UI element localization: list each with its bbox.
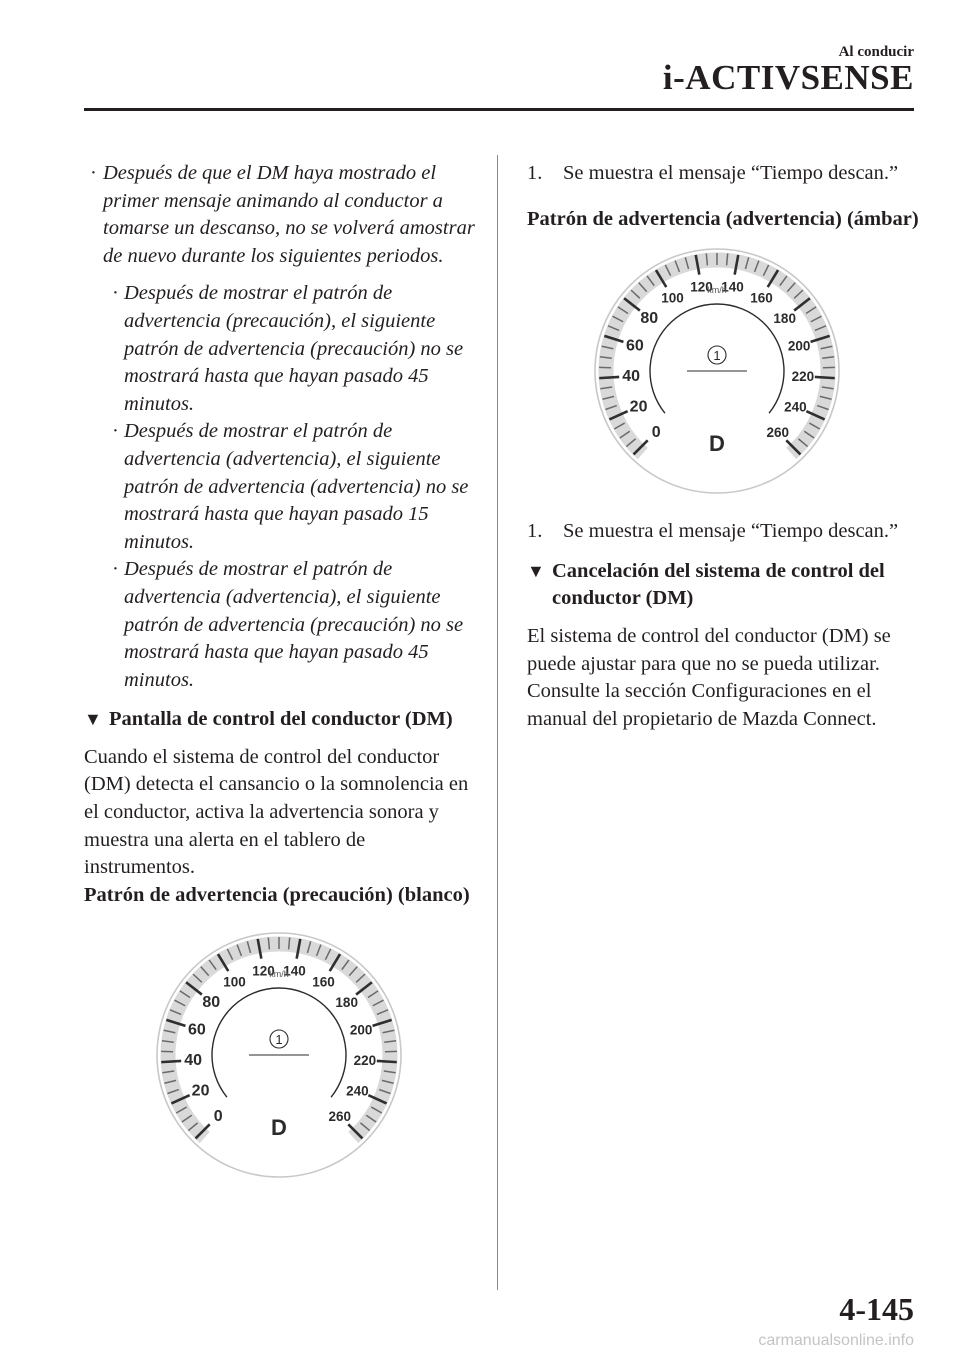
speed-label: 180 — [335, 995, 358, 1011]
right-column — [527, 160, 919, 733]
callout-number: 1 — [713, 348, 721, 364]
left-column — [84, 160, 476, 1192]
speed-label: 120 — [252, 963, 275, 979]
sub-bullet-2 — [84, 418, 476, 556]
speed-label: 260 — [328, 1109, 352, 1125]
triangle-down-icon: ▼ — [84, 709, 102, 730]
running-header-title: i-ACTIVSENSE — [662, 58, 914, 97]
speed-label: 200 — [349, 1022, 373, 1038]
speed-label: 180 — [773, 311, 796, 327]
speed-label: 160 — [750, 290, 773, 306]
speed-label: 0 — [651, 423, 661, 441]
bullet-dot: · — [112, 558, 119, 581]
speed-label: 60 — [625, 337, 644, 355]
cancel-paragraph-2: Consulte la sección Configuraciones en el manual del propietario de Mazda Connect. — [527, 680, 877, 730]
callout-number: 1 — [275, 1032, 283, 1048]
bullet-dot: · — [112, 420, 119, 443]
section-heading-text: Pantalla de control del conductor (DM) — [109, 708, 453, 731]
speed-label: 240 — [346, 1083, 369, 1099]
speed-unit-label: km/h — [269, 969, 289, 980]
speedometer-illustration-warning — [527, 243, 919, 503]
sub-bullet-text: Después de mostrar el patrón de advertencia (precaución), el siguiente patrón de advertencia (precaución) no se mostrará hasta que hayan pasado 45 minutos. — [124, 282, 464, 415]
watermark: carmanualsonline.info — [758, 1332, 914, 1349]
header-rule — [84, 108, 914, 111]
pattern-heading-warning: Patrón de advertencia (advertencia) (ámbar) — [527, 207, 919, 230]
section-heading-text: Cancelación del sistema de control del conductor (DM) — [552, 559, 885, 610]
speed-label: 40 — [622, 368, 641, 386]
section-heading-dm-cancel — [527, 558, 919, 613]
speed-label: 140 — [721, 279, 744, 295]
gear-indicator: D — [271, 1115, 287, 1141]
speed-label: 60 — [187, 1021, 206, 1039]
triangle-down-icon: ▼ — [527, 560, 545, 581]
step-number: 1. — [527, 520, 543, 543]
step-message-2 — [527, 518, 919, 546]
bullet-dot: · — [90, 162, 97, 184]
gauge-tick — [161, 1061, 181, 1062]
step-text: Se muestra el mensaje “Tiempo descan.” — [563, 520, 899, 543]
speed-label: 80 — [640, 310, 659, 328]
page-number: 4-145 — [839, 1291, 914, 1327]
speed-label: 100 — [661, 290, 684, 306]
gauge-tick — [599, 377, 619, 378]
sub-bullet-text: Después de mostrar el patrón de advertencia (advertencia), el siguiente patrón de advertencia (advertencia) no se mostrará hasta que hayan pasado 15 minutos. — [124, 420, 469, 553]
speed-label: 220 — [353, 1053, 377, 1069]
speed-label: 40 — [184, 1052, 203, 1070]
sub-bullet-1 — [84, 280, 476, 418]
speed-label: 120 — [690, 279, 713, 295]
speed-label: 220 — [791, 369, 815, 385]
speed-label: 140 — [283, 963, 306, 979]
speed-label: 20 — [629, 398, 648, 416]
step-text: Se muestra el mensaje “Tiempo descan.” — [563, 162, 899, 184]
bullet-main — [84, 160, 476, 270]
section-heading-dm-display — [84, 706, 476, 734]
speed-label: 80 — [202, 994, 221, 1012]
gear-indicator: D — [709, 431, 725, 457]
speed-label: 260 — [766, 424, 790, 440]
sub-bullet-3 — [84, 556, 476, 694]
step-message-1 — [527, 160, 919, 188]
sub-bullet-text: Después de mostrar el patrón de advertencia (advertencia), el siguiente patrón de advertencia (precaución) no se mostrará hasta que hayan pasado 45 minutos. — [124, 558, 464, 691]
column-divider — [497, 155, 498, 1290]
speedometer-illustration-caution — [84, 917, 476, 1192]
cancel-paragraph: El sistema de control del conductor (DM) se puede ajustar para que no se pueda utilizar. — [527, 624, 891, 675]
speed-label: 240 — [784, 399, 807, 415]
speed-label: 200 — [787, 338, 811, 354]
speed-unit-label: km/h — [707, 285, 727, 296]
bullet-main-text: Después de que el DM haya mostrado el primer mensaje animando al conductor a tomarse un descanso, no se volverá amostrar de nuevo durante los siguientes periodos. — [103, 162, 475, 267]
pattern-heading-caution: Patrón de advertencia (precaución) (blanco) — [84, 883, 470, 906]
gauge-tick — [815, 377, 835, 378]
speed-label: 160 — [312, 974, 335, 990]
step-number: 1. — [527, 162, 543, 184]
speed-label: 20 — [191, 1082, 210, 1100]
bullet-dot: · — [112, 282, 119, 305]
gauge-tick — [377, 1061, 397, 1062]
speed-label: 0 — [213, 1108, 223, 1126]
running-header-section: Al conducir — [838, 44, 914, 60]
speed-label: 100 — [223, 974, 246, 990]
dm-paragraph: Cuando el sistema de control del conductor (DM) detecta el cansancio o la somnolencia en el conductor, activa la advertencia sonora y muestra una alerta en el tablero de instrumentos. — [84, 745, 469, 879]
